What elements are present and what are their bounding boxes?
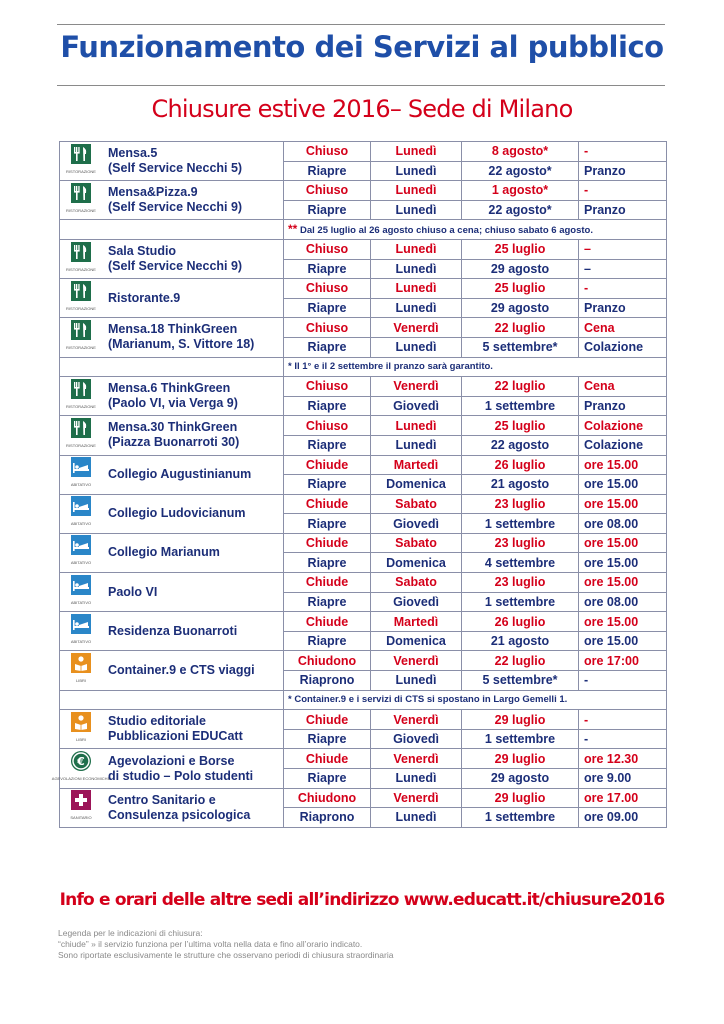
weekday-cell: Domenica [371,553,462,573]
legend-line: “chiude” » il servizio funziona per l’ultima volta nella data e fino all’orario indicato. [58,939,363,949]
table-row [60,279,667,299]
icon-caption: RISTORAZIONE [66,207,96,213]
weekday-cell: Lunedì [371,200,462,220]
bed-icon [68,496,94,531]
weekday-cell: Lunedì [371,259,462,279]
service-cell [60,142,284,181]
table-row [60,788,667,808]
service-name-line: Sala Studio [108,244,177,259]
time-cell: ore 15.00 [579,612,667,632]
service-name [108,381,238,411]
service-name-line: (Paolo VI, via Verga 9) [108,396,238,411]
icon-caption: RISTORAZIONE [66,344,96,350]
status-cell: Chiude [284,710,371,730]
status-cell: Chiudono [284,651,371,671]
table-row [60,573,667,593]
time-cell: Cena [579,377,667,397]
service-name [108,244,242,274]
status-cell: Riapre [284,337,371,357]
date-cell: 1 settembre [462,396,579,416]
service-name-line: Pubblicazioni EDUCatt [108,729,243,744]
service-name-line: (Self Service Necchi 5) [108,161,243,176]
status-cell: Chiuso [284,239,371,259]
fork-knife-icon [68,418,94,453]
table-row [60,239,667,259]
status-cell: Chiuso [284,377,371,397]
weekday-cell: Venerdì [371,318,462,338]
service-cell [51,749,284,788]
status-cell: Chiuso [284,279,371,299]
page-title: Funzionamento dei Servizi al pubblico [60,30,664,64]
fork-knife-icon [68,281,94,316]
date-cell: 25 luglio [462,416,579,436]
status-cell: Riapre [284,592,371,612]
bed-icon [68,535,94,570]
weekday-cell: Lunedì [371,181,462,201]
note-text [284,357,667,377]
time-cell: ore 15.00 [579,494,667,514]
status-cell: Riapre [284,769,371,789]
status-cell: Chiude [284,455,371,475]
date-cell: 1 settembre [462,808,579,828]
status-cell: Chiude [284,573,371,593]
weekday-cell: Venerdì [371,788,462,808]
date-cell: 1 settembre [462,592,579,612]
status-cell: Chiudono [284,788,371,808]
service-name-line: Mensa.18 ThinkGreen [108,322,238,337]
note-content: Dal 25 luglio al 26 agosto chiuso a cena; chiuso sabato 6 agosto. [297,224,593,236]
table-row [60,533,667,553]
service-cell [60,651,284,690]
service-cell [60,612,284,651]
service-cell [60,181,284,220]
icon-caption: ABITATIVO [70,521,92,527]
service-cell [60,788,284,827]
date-cell: 29 luglio [462,710,579,730]
time-cell: ore 08.00 [579,514,667,534]
date-cell: 29 agosto [462,769,579,789]
legend-line: Sono riportate esclusivamente le strutture che osservano periodi di chiusura straordinaria [58,950,394,960]
date-cell: 25 luglio [462,239,579,259]
weekday-cell: Lunedì [371,142,462,162]
table-row [60,494,667,514]
table-row [60,377,667,397]
service-cell [60,279,284,318]
note-text [284,220,667,240]
time-cell: ore 12.30 [579,749,667,769]
time-cell: ore 15.00 [579,533,667,553]
date-cell: 29 luglio [462,749,579,769]
status-cell: Riapre [284,200,371,220]
date-cell: 25 luglio [462,279,579,299]
note-row [60,220,667,240]
status-cell: Riapre [284,435,371,455]
date-cell: 23 luglio [462,494,579,514]
weekday-cell: Domenica [371,475,462,495]
status-cell: Chiuso [284,416,371,436]
status-cell: Riapre [284,514,371,534]
time-cell: - [579,671,667,691]
date-cell: 29 agosto [462,259,579,279]
icon-caption: RISTORAZIONE [66,168,96,174]
service-name-line: Residenza Buonarroti [108,623,238,638]
table-row [60,749,667,769]
service-name-line: di studio – Polo studenti [108,768,254,783]
date-cell: 22 luglio [462,377,579,397]
time-cell: ore 15.00 [579,475,667,495]
service-cell [60,377,284,416]
status-cell: Chiuso [284,142,371,162]
time-cell: Colazione [579,416,667,436]
status-cell: Riapre [284,396,371,416]
status-cell: Chiude [284,494,371,514]
date-cell: 23 luglio [462,533,579,553]
service-name [108,545,220,560]
date-cell: 1 agosto* [462,181,579,201]
service-name-line: Collegio Augustinianum [108,467,252,482]
table-row [60,181,667,201]
fork-knife-icon [68,320,94,355]
time-cell: ore 17.00 [579,788,667,808]
table-row [60,710,667,730]
table-row [60,318,667,338]
service-name [108,420,239,450]
service-name-line: Mensa&Pizza.9 [108,185,198,200]
service-cell [60,710,284,749]
icon-caption: LIBRI [75,678,86,684]
service-name-line: (Self Service Necchi 9) [108,200,243,215]
service-cell [60,239,284,278]
date-cell: 26 luglio [462,455,579,475]
medical-cross-icon [68,790,94,825]
service-name [108,291,180,306]
weekday-cell: Giovedì [371,592,462,612]
status-cell: Chiude [284,612,371,632]
status-cell: Riapre [284,161,371,181]
time-cell: – [579,259,667,279]
status-cell: Riapre [284,631,371,651]
status-cell: Riapre [284,298,371,318]
time-cell: - [579,710,667,730]
service-cell [60,455,284,494]
date-cell: 22 agosto* [462,161,579,181]
legend-line: Legenda per le indicazioni di chiusura: [58,928,203,938]
status-cell: Riapre [284,729,371,749]
note-spacer [60,357,284,377]
time-cell: Pranzo [579,298,667,318]
date-cell: 23 luglio [462,573,579,593]
service-name-line: Collegio Marianum [108,545,220,560]
date-cell: 22 agosto [462,435,579,455]
icon-caption: RISTORAZIONE [66,442,96,448]
table-row [60,455,667,475]
note-spacer [60,690,284,710]
time-cell: ore 09.00 [579,808,667,828]
service-name [108,322,254,352]
time-cell: ore 15.00 [579,455,667,475]
service-name-line: Ristorante.9 [108,290,181,305]
service-name [108,714,243,744]
note-text [284,690,667,710]
date-cell: 26 luglio [462,612,579,632]
weekday-cell: Giovedì [371,729,462,749]
date-cell: 22 luglio [462,318,579,338]
service-name [108,793,250,823]
time-cell: - [579,729,667,749]
service-name [108,146,242,176]
date-cell: 21 agosto [462,475,579,495]
date-cell: 1 settembre [462,729,579,749]
time-cell: Colazione [579,337,667,357]
date-cell: 22 agosto* [462,200,579,220]
service-name-line: Studio editoriale [108,714,206,729]
table-row [60,651,667,671]
status-cell: Riapre [284,553,371,573]
icon-caption: ABITATIVO [70,599,92,605]
weekday-cell: Lunedì [371,298,462,318]
icon-caption: SANITARIO [70,815,92,821]
service-name-line: Agevolazioni e Borse [108,753,235,768]
service-name-line: (Marianum, S. Vittore 18) [108,337,255,352]
weekday-cell: Sabato [371,494,462,514]
note-row [60,690,667,710]
weekday-cell: Lunedì [371,808,462,828]
time-cell: ore 9.00 [579,769,667,789]
service-name-line: Consulenza psicologica [108,807,251,822]
service-name-line: Collegio Ludovicianum [108,506,246,521]
service-name-line: (Piazza Buonarroti 30) [108,435,240,450]
date-cell: 1 settembre [462,514,579,534]
service-name-line: Paolo VI [108,584,158,599]
note-content: * Il 1° e il 2 settembre il pranzo sarà garantito. [288,360,493,372]
service-name [108,185,242,215]
fork-knife-icon [68,379,94,414]
icon-caption: ABITATIVO [70,560,92,566]
time-cell: – [579,239,667,259]
icon-caption: RISTORAZIONE [66,305,96,311]
date-cell: 4 settembre [462,553,579,573]
book-reader-icon [68,712,94,747]
weekday-cell: Lunedì [371,239,462,259]
time-cell: Pranzo [579,200,667,220]
service-name [108,624,237,639]
date-cell: 21 agosto [462,631,579,651]
top-rule [57,24,665,25]
time-cell: ore 08.00 [579,592,667,612]
bed-icon [68,575,94,610]
note-star: ** [288,221,298,236]
weekday-cell: Sabato [371,533,462,553]
page-subtitle: Chiusure estive 2016– Sede di Milano [151,95,573,123]
weekday-cell: Lunedì [371,416,462,436]
service-cell [60,318,284,357]
weekday-cell: Venerdì [371,749,462,769]
status-cell: Riaprono [284,671,371,691]
time-cell: - [579,181,667,201]
weekday-cell: Lunedì [371,769,462,789]
weekday-cell: Martedì [371,612,462,632]
date-cell: 29 luglio [462,788,579,808]
service-name [108,663,255,678]
status-cell: Riapre [284,475,371,495]
status-cell: Chiuso [284,318,371,338]
table-row [60,612,667,632]
legend [58,928,393,961]
footer-info: Info e orari delle altre sedi all’indirizzo www.educatt.it/chiusure2016 [59,890,665,910]
note-row [60,357,667,377]
weekday-cell: Lunedì [371,337,462,357]
status-cell: Riapre [284,259,371,279]
time-cell: Pranzo [579,396,667,416]
service-name [108,754,253,784]
euro-circle-icon [51,751,111,786]
date-cell: 29 agosto [462,298,579,318]
weekday-cell: Venerdì [371,377,462,397]
icon-caption: RISTORAZIONE [66,266,96,272]
weekday-cell: Sabato [371,573,462,593]
weekday-cell: Venerdì [371,710,462,730]
service-name [108,506,246,521]
note-spacer [60,220,284,240]
time-cell: ore 15.00 [579,573,667,593]
closures-table [51,141,667,828]
weekday-cell: Giovedì [371,514,462,534]
service-cell [60,533,284,572]
icon-caption: RISTORAZIONE [66,403,96,409]
date-cell: 8 agosto* [462,142,579,162]
service-name-line: (Self Service Necchi 9) [108,259,243,274]
status-cell: Chiude [284,533,371,553]
icon-caption: ABITATIVO [70,482,92,488]
date-cell: 22 luglio [462,651,579,671]
service-cell [60,494,284,533]
service-cell [60,573,284,612]
time-cell: Pranzo [579,161,667,181]
service-name [108,585,157,600]
table-row [60,416,667,436]
fork-knife-icon [68,242,94,277]
time-cell: ore 17:00 [579,651,667,671]
icon-caption: LIBRI [75,736,86,742]
weekday-cell: Lunedì [371,435,462,455]
bed-icon [68,457,94,492]
time-cell: - [579,142,667,162]
date-cell: 5 settembre* [462,337,579,357]
service-name-line: Mensa.6 ThinkGreen [108,381,231,396]
service-name-line: Mensa.30 ThinkGreen [108,420,238,435]
note-content: * Container.9 e i servizi di CTS si spostano in Largo Gemelli 1. [288,693,568,705]
bed-icon [68,614,94,649]
time-cell: Colazione [579,435,667,455]
weekday-cell: Martedì [371,455,462,475]
icon-caption: ABITATIVO [70,638,92,644]
weekday-cell: Lunedì [371,279,462,299]
fork-knife-icon [68,144,94,179]
time-cell: Cena [579,318,667,338]
service-cell [60,416,284,455]
service-name-line: Mensa.5 [108,146,158,161]
weekday-cell: Giovedì [371,396,462,416]
service-name [108,467,251,482]
svg-text:€: € [77,755,85,768]
weekday-cell: Venerdì [371,651,462,671]
table-row [60,142,667,162]
weekday-cell: Domenica [371,631,462,651]
fork-knife-icon [68,183,94,218]
time-cell: ore 15.00 [579,553,667,573]
service-name-line: Centro Sanitario e [108,792,216,807]
weekday-cell: Lunedì [371,161,462,181]
status-cell: Chiuso [284,181,371,201]
time-cell: - [579,279,667,299]
date-cell: 5 settembre* [462,671,579,691]
weekday-cell: Lunedì [371,671,462,691]
service-name-line: Container.9 e CTS viaggi [108,663,255,678]
status-cell: Chiude [284,749,371,769]
book-reader-icon [68,653,94,688]
icon-caption: AGEVOLAZIONI ECONOMICHE [51,776,111,781]
status-cell: Riaprono [284,808,371,828]
time-cell: ore 15.00 [579,631,667,651]
title-rule [57,85,665,86]
